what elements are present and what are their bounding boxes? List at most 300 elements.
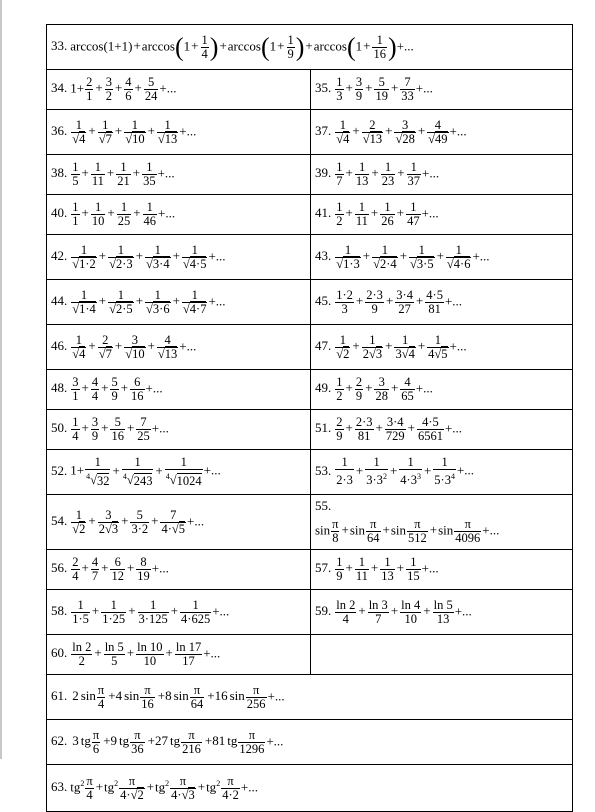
numerator: 5 (374, 76, 389, 90)
radical-sign: √ (182, 256, 190, 271)
fraction (182, 244, 208, 271)
fraction (110, 416, 125, 443)
denominator: 4 (97, 696, 105, 711)
fraction (362, 334, 383, 361)
fraction (427, 334, 448, 361)
numerator: 1·2 (336, 287, 353, 302)
fraction (365, 289, 384, 316)
plus-sign: + (345, 80, 353, 96)
problem-50 (47, 410, 311, 450)
denominator: 36 (131, 741, 144, 756)
fraction (136, 556, 151, 583)
sqrt (434, 346, 447, 361)
numerator: 1 (336, 375, 343, 389)
row-38-39 (47, 155, 573, 195)
plus-sign: + (81, 205, 89, 221)
denominator: 9 (336, 429, 343, 443)
fraction (110, 376, 118, 403)
plus-sign: + (390, 602, 399, 618)
radical-sign: √ (362, 131, 370, 146)
denominator (362, 133, 383, 146)
numerator: 1 (365, 456, 388, 470)
numerator: 1 (71, 509, 86, 523)
numerator: π (170, 775, 196, 789)
numerator: π (454, 518, 481, 532)
plus-sign: + (365, 80, 373, 96)
denominator: 4 (72, 569, 79, 583)
fraction (143, 201, 158, 228)
numerator: 6 (130, 376, 145, 390)
denominator (394, 348, 415, 361)
plus-sign: + (114, 122, 123, 138)
fraction (124, 334, 145, 361)
plus-sign: + (165, 645, 173, 661)
numerator: π (92, 727, 100, 742)
plus-sign: + (133, 205, 141, 221)
problem-55-expression (315, 518, 568, 545)
denominator: 7 (375, 611, 382, 626)
numerator: 3·4 (385, 416, 406, 430)
numerator: 1 (165, 456, 203, 470)
plus-sign: + (114, 337, 123, 353)
radical-sign: √ (446, 256, 454, 271)
numerator: 4 (91, 555, 99, 569)
fraction (108, 289, 134, 316)
denominator: 3 (336, 89, 343, 103)
denominator: 37 (407, 174, 421, 188)
problem-number: 53. (315, 462, 332, 478)
term: 1 (183, 37, 191, 53)
problem-37 (311, 110, 573, 155)
denominator: 512 (408, 531, 427, 545)
fraction (130, 729, 145, 756)
fraction (182, 289, 208, 316)
numerator: 1 (108, 244, 134, 258)
denominator: 64 (367, 531, 380, 545)
numerator: ln 2 (72, 640, 92, 654)
plus-sign: + (170, 602, 179, 618)
fraction (335, 334, 350, 361)
plus-sign: + (397, 165, 405, 181)
fraction (335, 161, 343, 188)
denominator: 11 (355, 569, 368, 583)
coefficient: 2 (362, 346, 369, 361)
plus-sign: + (358, 602, 366, 618)
fraction (71, 416, 79, 443)
radical-sign: √ (72, 346, 80, 361)
numerator: 1 (71, 289, 97, 303)
problem-number: 46. (51, 337, 68, 353)
sqrt (72, 346, 85, 361)
radicand: 5 (178, 521, 185, 536)
problem-number: 61. (51, 687, 68, 703)
fraction (454, 518, 481, 545)
denominator: 81 (357, 429, 371, 443)
function-name: sin (315, 522, 331, 538)
fraction (331, 518, 339, 545)
numerator: 1 (145, 289, 171, 303)
problem-number: 33. (51, 37, 68, 53)
denominator (85, 470, 110, 487)
denominator (157, 133, 178, 146)
plus-sign: + (371, 165, 379, 181)
denominator: 25 (137, 429, 150, 443)
denominator (71, 133, 86, 146)
numerator: 1 (143, 201, 158, 215)
problem-42 (47, 235, 311, 280)
plus-sign: + (101, 380, 109, 396)
denominator (335, 133, 350, 146)
numerator: 1 (201, 32, 208, 47)
row-56-57 (47, 550, 573, 590)
fraction (145, 244, 171, 271)
coefficient: +81 (204, 732, 226, 748)
plus-sign: + (151, 512, 159, 528)
denominator (145, 303, 171, 316)
numerator: 1 (287, 32, 294, 47)
numerator: 2 (86, 75, 93, 89)
denominator (124, 348, 145, 361)
numerator: 2 (98, 334, 113, 348)
denominator: 4·625 (181, 611, 211, 626)
problem-55 (311, 495, 573, 550)
numerator: 1 (380, 556, 395, 570)
denominator: 16 (141, 696, 154, 711)
denominator: 11 (355, 214, 368, 228)
sqrt (158, 131, 177, 146)
sqrt (172, 521, 185, 536)
fraction (380, 556, 395, 583)
denominator-coef: 4 (86, 787, 93, 802)
numerator: π (407, 518, 428, 532)
fraction (355, 201, 369, 228)
numerator: π (238, 729, 265, 743)
denominator: 65 (401, 389, 414, 403)
coefficient: 2 (72, 687, 79, 703)
fraction (175, 641, 202, 668)
numerator: 2 (362, 119, 383, 133)
problem-45 (311, 280, 573, 325)
fraction (71, 289, 97, 316)
problem-number: 54. (51, 512, 68, 528)
problem-47 (311, 325, 573, 370)
fraction (160, 509, 186, 536)
sqrt (72, 521, 85, 536)
denominator: 47 (407, 214, 420, 228)
radical-sign: √ (428, 131, 436, 146)
numerator: 1 (91, 201, 106, 215)
root-index: 4 (165, 472, 170, 482)
numerator: 1 (336, 160, 343, 174)
numerator: 1 (116, 161, 131, 175)
plus-sign: + (390, 80, 399, 96)
problem-number: 48. (51, 380, 68, 396)
denominator: 9 (287, 46, 294, 61)
fraction (157, 334, 178, 361)
fraction (335, 556, 343, 583)
fraction (407, 518, 428, 545)
fraction (400, 376, 415, 403)
radicand: 3 (375, 346, 383, 361)
fraction (433, 599, 454, 626)
denominator (122, 470, 154, 487)
denominator: 10 (91, 214, 105, 228)
problem-57 (311, 550, 573, 590)
radicand: 4·6 (453, 256, 471, 271)
fraction (238, 729, 265, 756)
problem-35 (311, 70, 573, 110)
numerator: 8 (136, 556, 151, 570)
plus-sign: + (126, 560, 135, 576)
radicand: 3 (188, 787, 195, 802)
fraction (335, 376, 343, 403)
numerator: 4 (125, 75, 132, 89)
sqrt (183, 301, 207, 316)
radical-sign: √ (72, 521, 80, 536)
denominator-coef: 4· (171, 787, 182, 802)
plus-sign: + (436, 247, 444, 263)
radicand: 32 (96, 473, 110, 488)
radicand: 2 (137, 787, 144, 802)
numerator: 1 (335, 244, 361, 258)
fraction (433, 456, 456, 487)
fraction (71, 244, 97, 271)
numerator: 5 (111, 375, 118, 389)
problem-40 (47, 195, 311, 235)
numerator: ln 4 (401, 597, 421, 612)
fn: arccos (70, 37, 104, 53)
denominator (221, 789, 240, 802)
problem-number: 45. (315, 292, 332, 308)
plus-sign: + (172, 292, 180, 308)
numerator: 3 (98, 509, 119, 523)
denominator: 64 (190, 696, 204, 711)
fraction (71, 161, 79, 188)
sqrt (72, 131, 85, 146)
row-33 (47, 25, 573, 70)
fraction (91, 416, 99, 443)
numerator: π (140, 684, 155, 698)
denominator: 1·25 (102, 611, 126, 626)
sqrt (170, 473, 202, 488)
problem-number: 49. (315, 380, 332, 396)
denominator: 28 (375, 389, 388, 403)
fraction (85, 76, 93, 103)
denominator: 4 (201, 46, 208, 61)
plus-sign: + (345, 420, 353, 436)
fraction (374, 76, 389, 103)
plus-sign: + (345, 380, 353, 396)
numerator: 1 (157, 119, 178, 133)
radicand: 4 (79, 346, 86, 361)
fraction (85, 456, 110, 487)
numerator: π (221, 775, 240, 789)
numerator: 1 (91, 161, 105, 175)
fraction (165, 456, 203, 487)
denominator: 9 (355, 389, 363, 403)
radical-sign: √ (126, 473, 134, 488)
radical-sign: √ (130, 787, 138, 802)
empty-cell (311, 635, 573, 675)
fn: arccos (227, 37, 261, 53)
denominator: 4 (91, 389, 99, 403)
numerator: 4 (427, 119, 448, 133)
problem-number: 43. (315, 247, 332, 263)
denominator (98, 133, 113, 146)
numerator: 7 (400, 76, 415, 90)
denominator-coef: 4· (120, 787, 131, 802)
plus-sign: + (385, 337, 393, 353)
numerator: 1 (182, 244, 208, 258)
plus-sign: + (365, 380, 373, 396)
base: 5·3 (434, 473, 451, 488)
fraction (116, 161, 131, 188)
sqrt (183, 256, 207, 271)
denominator (108, 258, 134, 271)
numerator: π (130, 729, 145, 743)
ellipsis: +... (444, 420, 463, 436)
plus-sign: + (345, 205, 353, 221)
ellipsis: +... (267, 687, 285, 703)
numerator: 1 (427, 334, 448, 348)
problem-49 (311, 370, 573, 410)
fn: arccos (141, 37, 175, 53)
radical-sign: √ (157, 131, 165, 146)
numerator: 5 (144, 76, 159, 90)
numerator: 1 (336, 75, 343, 89)
denominator: 1 (72, 214, 79, 228)
radicand: 1·4 (79, 301, 96, 316)
fraction (108, 244, 134, 271)
fraction (380, 201, 395, 228)
problem-sheet (46, 24, 572, 812)
fraction (406, 556, 421, 583)
numerator: 3 (374, 376, 389, 390)
fraction (335, 119, 350, 146)
fraction (385, 416, 406, 443)
fraction (85, 775, 93, 802)
page-edge (0, 0, 2, 759)
fraction (366, 518, 381, 545)
denominator (399, 470, 422, 487)
denominator: 23 (381, 174, 395, 188)
numerator: 1 (98, 119, 113, 133)
coefficient: +8 (157, 687, 172, 703)
ellipsis: +... (421, 560, 439, 576)
sqrt (72, 301, 96, 316)
numerator: ln 5 (433, 597, 453, 612)
coefficient: 4· (161, 521, 172, 536)
denominator-coef: 4·2 (222, 787, 239, 802)
coefficient: 3·2 (131, 521, 149, 536)
fraction (170, 775, 196, 802)
fraction (122, 456, 154, 487)
numerator: 1 (362, 334, 383, 348)
problem-51 (311, 410, 573, 450)
problem-number: 39. (315, 165, 332, 181)
row-34-35 (47, 70, 573, 110)
radicand: 1·2 (79, 256, 96, 271)
problem-number: 52. (51, 462, 68, 478)
radical-sign: √ (395, 131, 403, 146)
plus-sign: + (101, 560, 109, 576)
problem-number: 63. (51, 778, 68, 794)
radicand: 49 (435, 131, 448, 146)
fraction (335, 416, 343, 443)
denominator (394, 133, 415, 146)
row-46-47 (47, 325, 573, 370)
denominator: 19 (375, 89, 388, 103)
root-index: 4 (122, 472, 127, 482)
fraction (335, 456, 354, 487)
exponent: 2 (80, 778, 85, 788)
denominator: 9 (336, 569, 343, 583)
fraction (335, 599, 356, 626)
exponent: 4 (450, 472, 455, 482)
ellipsis: +... (159, 80, 177, 96)
radicand: 10 (132, 131, 145, 146)
fraction (417, 416, 444, 443)
denominator: 2 (78, 654, 85, 668)
problem-59 (311, 590, 573, 635)
problem-54 (47, 495, 311, 550)
numerator: 1 (72, 200, 79, 214)
ellipsis: +... (396, 37, 414, 53)
radical-sign: √ (72, 256, 80, 271)
row-48-49 (47, 370, 573, 410)
sqrt (447, 256, 471, 271)
problem-number: 38. (51, 165, 68, 181)
denominator: 16 (111, 429, 124, 443)
radicand: 1024 (176, 473, 202, 488)
plus-sign: + (407, 420, 415, 436)
denominator: 12 (111, 569, 124, 583)
numerator: 1 (380, 201, 395, 215)
sqrt (125, 131, 144, 146)
denominator (98, 523, 119, 536)
fraction (71, 376, 79, 403)
radicand: 4·5 (189, 256, 207, 271)
sqrt (402, 346, 415, 361)
fraction (381, 161, 396, 188)
plus-sign: + (345, 165, 353, 181)
function-name: sin (80, 687, 96, 703)
plus-sign: + (106, 165, 115, 181)
numerator: 4·5 (417, 416, 444, 430)
function-name: tg (104, 778, 115, 794)
numerator: 2·3 (355, 415, 373, 429)
fraction (71, 641, 92, 668)
plus-sign: + (134, 80, 142, 96)
numerator: 1 (399, 456, 422, 470)
numerator: 4 (91, 375, 99, 389)
fraction (130, 509, 149, 536)
fraction (409, 244, 435, 271)
problem-number: 34. (51, 80, 68, 96)
radicand: 28 (402, 131, 415, 146)
problem-number: 44. (51, 292, 68, 308)
function-name: sin (349, 522, 365, 538)
denominator: 24 (144, 89, 158, 103)
exponent: 2 (165, 778, 170, 788)
fraction (395, 289, 414, 316)
row-62 (47, 720, 573, 765)
fraction (355, 376, 363, 403)
exponent: 2 (216, 778, 221, 788)
fraction (201, 34, 209, 61)
fraction (407, 161, 422, 188)
numerator: 3·4 (396, 287, 413, 302)
